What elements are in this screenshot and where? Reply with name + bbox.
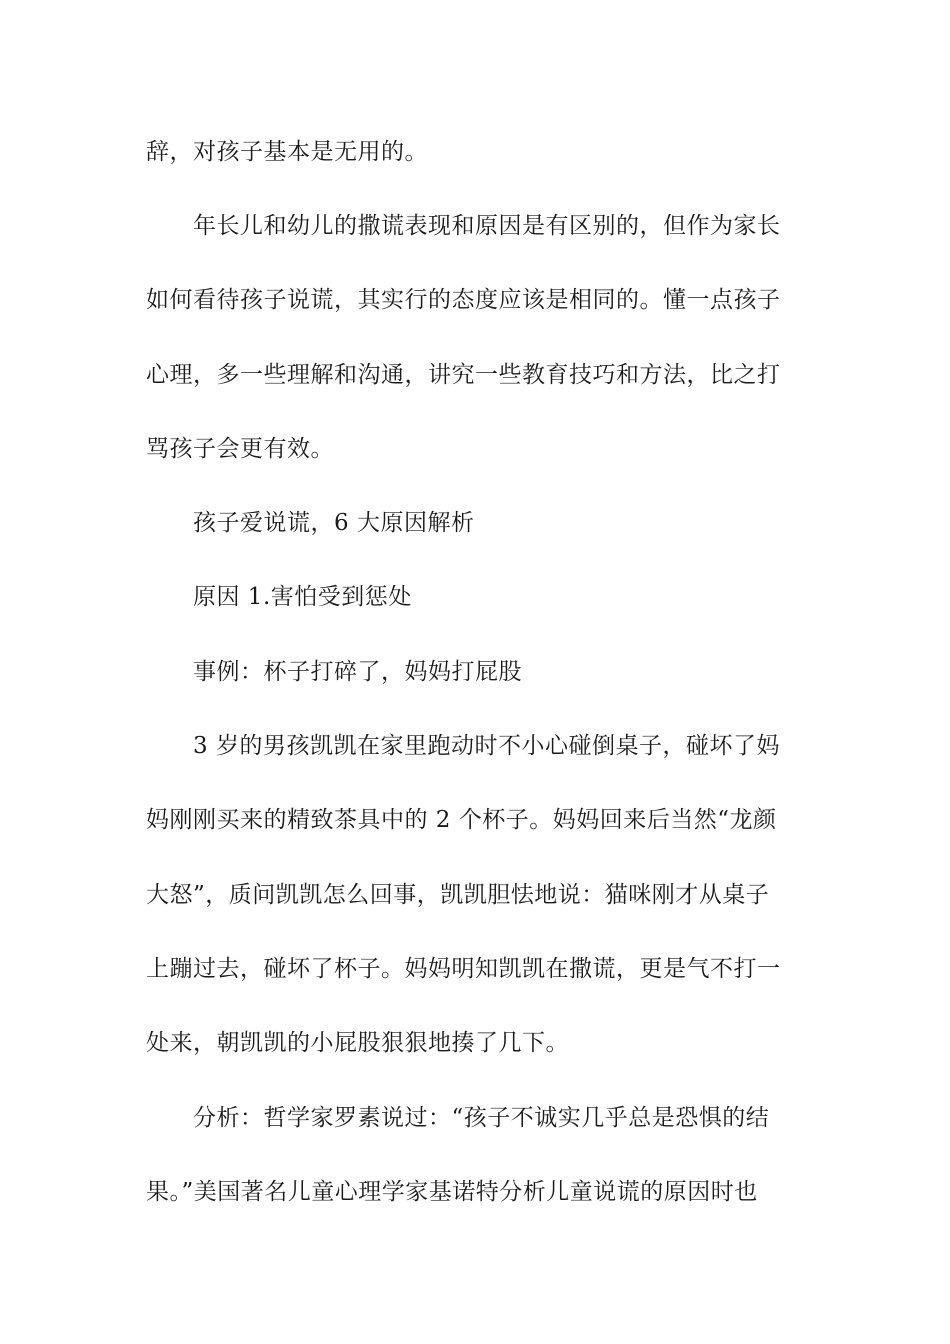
text-line: 果。”美国著名儿童心理学家基诺特分析儿童说谎的原因时也 — [146, 1179, 758, 1205]
text-line: 上蹦过去，碰坏了杯子。妈妈明知凯凯在撒谎，更是气不打一 — [146, 956, 781, 982]
example-heading: 事例：杯子打碎了，妈妈打屁股 — [193, 659, 522, 685]
text-line: 骂孩子会更有效。 — [146, 436, 334, 462]
text-line: 处来，朝凯凯的小屁股狠狠地揍了几下。 — [146, 1030, 569, 1056]
text-line: 妈刚刚买来的精致茶具中的 2 个杯子。妈妈回来后当然“龙颜 — [146, 807, 777, 833]
section-heading: 孩子爱说谎，6 大原因解析 — [193, 510, 475, 536]
text-line: 辞，对孩子基本是无用的。 — [146, 139, 428, 165]
paragraph-first-line: 分析：哲学家罗素说过：“孩子不诚实几乎总是恐惧的结 — [193, 1105, 770, 1131]
paragraph-first-line: 3 岁的男孩凯凯在家里跑动时不小心碰倒桌子，碰坏了妈 — [193, 733, 780, 759]
text-line: 如何看待孩子说谎，其实行的态度应该是相同的。懂一点孩子 — [146, 287, 781, 313]
text-line: 大怒”，质问凯凯怎么回事，凯凯胆怯地说：猫咪刚才从桌子 — [146, 882, 770, 908]
text-line: 心理，多一些理解和沟通，讲究一些教育技巧和方法，比之打 — [146, 362, 781, 388]
subsection-heading: 原因 1.害怕受到惩处 — [193, 584, 412, 610]
paragraph-first-line: 年长儿和幼儿的撒谎表现和原因是有区别的，但作为家长 — [193, 213, 781, 239]
